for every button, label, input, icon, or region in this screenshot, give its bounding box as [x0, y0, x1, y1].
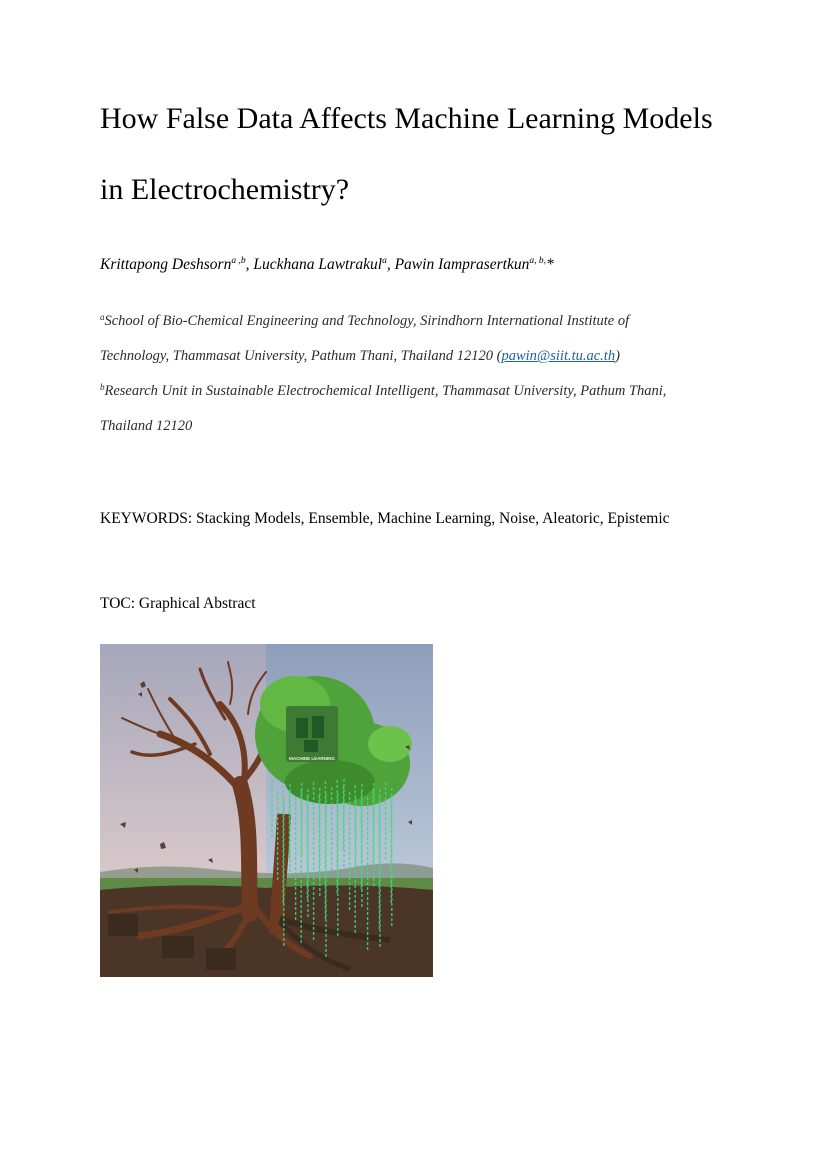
- author-affiliation-marker: a, b,: [529, 256, 546, 266]
- author-affiliation-marker: a ,b: [231, 256, 246, 266]
- affiliation-a-text: School of Bio-Chemical Engineering and Technology, Sirindhorn International Institute of: [104, 313, 630, 329]
- author-separator: ,: [386, 256, 395, 273]
- affiliation-label-b: b: [100, 382, 105, 392]
- paper-title-line-2: in Electrochemistry?: [100, 173, 350, 206]
- affiliation-label-a: a: [100, 312, 105, 322]
- author-separator: ,: [245, 256, 254, 273]
- email-link[interactable]: pawin@siit.tu.ac.th: [501, 348, 616, 364]
- affiliation-a-text-cont: Technology, Thammasat University, Pathum Thani, Thailand 12120 (: [100, 348, 502, 364]
- paper-title-line-1: How False Data Affects Machine Learning Models: [100, 102, 713, 135]
- affiliation-b-line-2: [100, 418, 192, 435]
- author-name: Pawin Iamprasertkun: [394, 256, 530, 273]
- affiliation-b-text: Research Unit in Sustainable Electrochemical Intelligent, Thammasat University, Pathum Thani,: [104, 383, 667, 399]
- affiliation-a-line-1: [100, 313, 629, 330]
- corresponding-author-asterisk: *: [545, 256, 554, 273]
- affiliation-b-line-1: [100, 383, 666, 400]
- author-name: Krittapong Deshsorn: [100, 256, 232, 273]
- keywords-line: KEYWORDS: Stacking Models, Ensemble, Machine Learning, Noise, Aleatoric, Epistemic: [100, 510, 670, 527]
- author-name: Luckhana Lawtrakul: [253, 256, 383, 273]
- toc-line: TOC: Graphical Abstract: [100, 595, 256, 612]
- machine-learning-logo-mark: [286, 706, 338, 762]
- author-list: [100, 256, 554, 274]
- affiliation-b-text-cont: Thailand 12120: [100, 418, 193, 434]
- affiliation-a-line-2: [100, 348, 620, 365]
- logo-text: MACHINE LEARNING: [289, 756, 335, 761]
- graphical-abstract-image: [100, 644, 433, 977]
- affiliation-a-close-paren: ): [615, 348, 620, 364]
- author-affiliation-marker: a: [382, 256, 387, 266]
